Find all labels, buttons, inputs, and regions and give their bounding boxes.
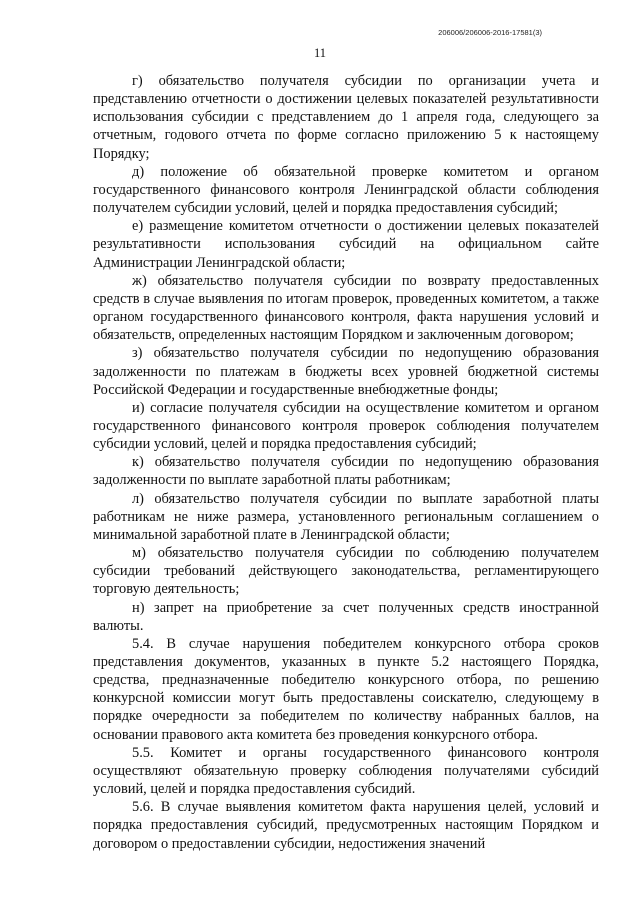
section-5-4: 5.4. В случае нарушения победителем конкурсного отбора сроков представления документов, указанных в пункте 5.2 настоящего Порядка, средства, предназначенные победителю конкурсного отбора, по решению конкурсной комиссии могут быть предоставлены соискателю, следующему в порядке очередности за победителем по количеству набранных баллов, на основании правового акта комитета без проведения конкурсного отбора. (93, 635, 599, 743)
paragraph-g: г) обязательство получателя субсидии по организации учета и представлению отчетности о достижении целевых показателей результативности использования субсидии с представлением до 1 апреля года, следующего за отчетным, годового отчета по форме согласно приложению 5 к настоящему Порядку; (93, 73, 599, 162)
paragraph-z: з) обязательство получателя субсидии по недопущению образования задолженности по платежам в бюджеты всех уровней бюджетной системы Российской Федерации и государственные внебюджетные фонды; (93, 345, 599, 398)
page-number: 11 (313, 46, 327, 60)
document-body (93, 72, 599, 853)
section-5-6: 5.6. В случае выявления комитетом факта нарушения целей, условий и порядка предоставления субсидий, предусмотренных настоящим Порядком и договором о предоставлении субсидии, недостижения значений (93, 799, 599, 852)
paragraph-n: н) запрет на приобретение за счет полученных средств иностранной валюты. (93, 599, 599, 634)
paragraph-zh: ж) обязательство получателя субсидии по возврату предоставленных средств в случае выявления по итогам проверок, проведенных комитетом, а также органом государственного финансового контроля, факта нарушения условий и обязательств, определенных настоящим Порядком и заключенным договором; (93, 272, 599, 344)
paragraph-k: к) обязательство получателя субсидии по недопущению образования задолженности по выплате заработной платы работникам; (93, 454, 599, 489)
paragraph-l: л) обязательство получателя субсидии по выплате заработной платы работникам не ниже размера, установленного региональным соглашением о минимальной заработной плате в Ленинградской области; (93, 490, 599, 543)
document-id: 206006/206006-2016-17581(3) (438, 28, 542, 37)
section-5-5: 5.5. Комитет и органы государственного финансового контроля осуществляют обязательную проверку соблюдения получателями субсидий условий, целей и порядка предоставления субсидий. (93, 744, 599, 798)
paragraph-d: д) положение об обязательной проверке комитетом и органом государственного финансового контроля Ленинградской области соблюдения получателем субсидии условий, целей и порядка предоставления субсидий; (93, 163, 599, 217)
paragraph-m: м) обязательство получателя субсидии по соблюдению получателем субсидии требований действующего законодательства, регламентирующего торговую деятельность; (93, 545, 599, 598)
paragraph-e: е) размещение комитетом отчетности о достижении целевых показателей результативности использования субсидий на официальном сайте Администрации Ленинградской области; (93, 218, 599, 271)
paragraph-i: и) согласие получателя субсидии на осуществление комитетом и органом государственного финансового контроля проверок соблюдения получателем субсидии условий, целей и порядка предоставления субсидий; (93, 399, 599, 453)
